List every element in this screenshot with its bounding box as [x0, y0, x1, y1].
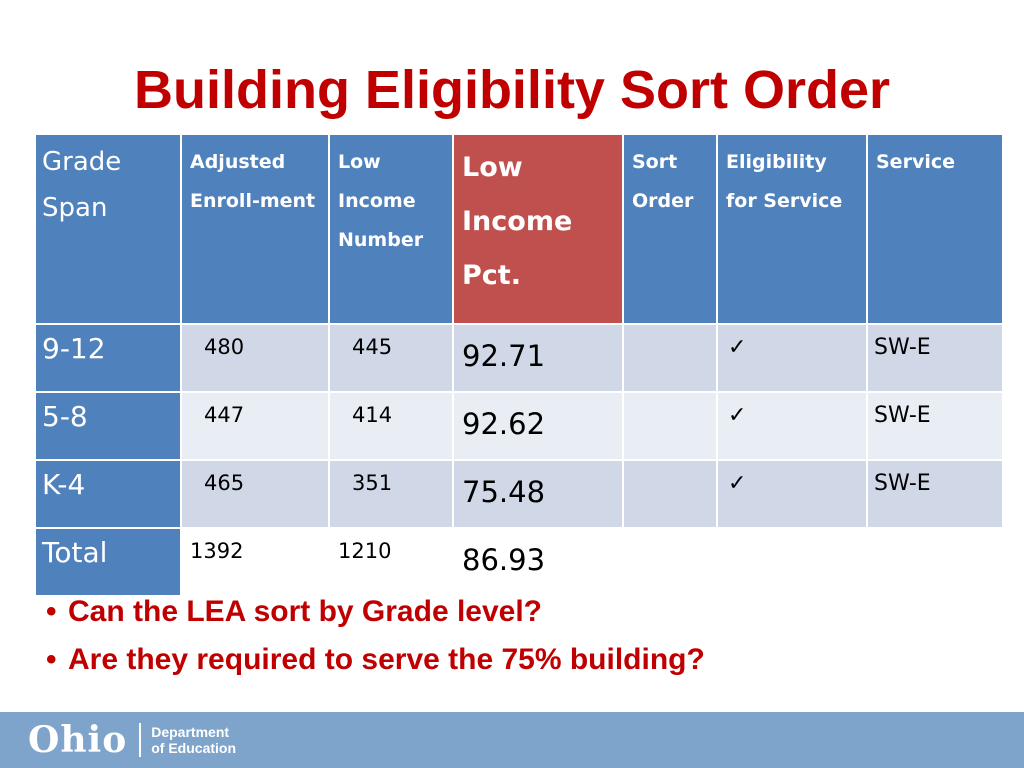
logo-department-text	[151, 724, 236, 756]
logo-wordmark: Ohio	[28, 719, 128, 761]
table-row	[35, 460, 1003, 528]
ohio-department-logo	[28, 718, 236, 762]
header-low-income-pct: Low Income Pct.	[453, 134, 623, 324]
bullet-icon: •	[46, 643, 57, 676]
total-low-income-pct: 86.93	[462, 543, 546, 577]
total-label: Total	[35, 528, 181, 596]
cell-enrollment: 465	[204, 471, 245, 495]
table-total-row	[35, 528, 1003, 596]
total-eligibility	[717, 528, 867, 596]
cell-sort-order	[623, 460, 717, 528]
row-grade: 5-8	[35, 392, 181, 460]
row-grade: 9-12	[35, 324, 181, 392]
cell-service: SW-E	[874, 471, 931, 496]
header-sort-order: Sort Order	[623, 134, 717, 324]
cell-low-income: 445	[352, 335, 393, 359]
table-row	[35, 392, 1003, 460]
header-eligibility: Eligibility for Service	[717, 134, 867, 324]
slide-title: Building Eligibility Sort Order	[133, 60, 891, 120]
table-header-row	[35, 134, 1003, 324]
bullet-text: Are they required to serve the 75% building?	[68, 643, 705, 676]
cell-service: SW-E	[874, 403, 931, 428]
footer-bar	[0, 712, 1024, 768]
cell-low-income: 414	[352, 403, 393, 427]
eligibility-table	[34, 133, 1004, 597]
total-sort-order	[623, 528, 717, 596]
cell-enrollment: 480	[204, 335, 245, 359]
bullet-text: Can the LEA sort by Grade level?	[68, 595, 543, 628]
cell-sort-order	[623, 392, 717, 460]
total-enrollment: 1392	[190, 539, 244, 563]
cell-low-income-pct: 92.71	[462, 339, 546, 373]
total-low-income: 1210	[338, 539, 392, 563]
header-low-income-number: Low Income Number	[329, 134, 453, 324]
header-adjusted-enrollment: Adjusted Enroll-ment	[181, 134, 329, 324]
header-service: Service	[867, 134, 1003, 324]
logo-divider	[139, 723, 141, 757]
checkmark-icon: ✓	[728, 335, 747, 360]
cell-service: SW-E	[874, 335, 931, 360]
cell-sort-order	[623, 324, 717, 392]
cell-low-income-pct: 75.48	[462, 475, 546, 509]
bullet-icon: •	[46, 595, 57, 628]
bullet-list	[46, 588, 705, 684]
table-row	[35, 324, 1003, 392]
cell-low-income-pct: 92.62	[462, 407, 546, 441]
row-grade: K-4	[35, 460, 181, 528]
cell-enrollment: 447	[204, 403, 245, 427]
checkmark-icon: ✓	[728, 403, 747, 428]
logo-department-line1: Department	[151, 724, 230, 740]
bullet-item	[46, 588, 705, 636]
logo-department-line2: of Education	[151, 740, 237, 756]
total-service	[867, 528, 1003, 596]
cell-low-income: 351	[352, 471, 393, 495]
header-grade-span: Grade Span	[35, 134, 181, 324]
checkmark-icon: ✓	[728, 471, 747, 496]
bullet-item	[46, 636, 705, 684]
